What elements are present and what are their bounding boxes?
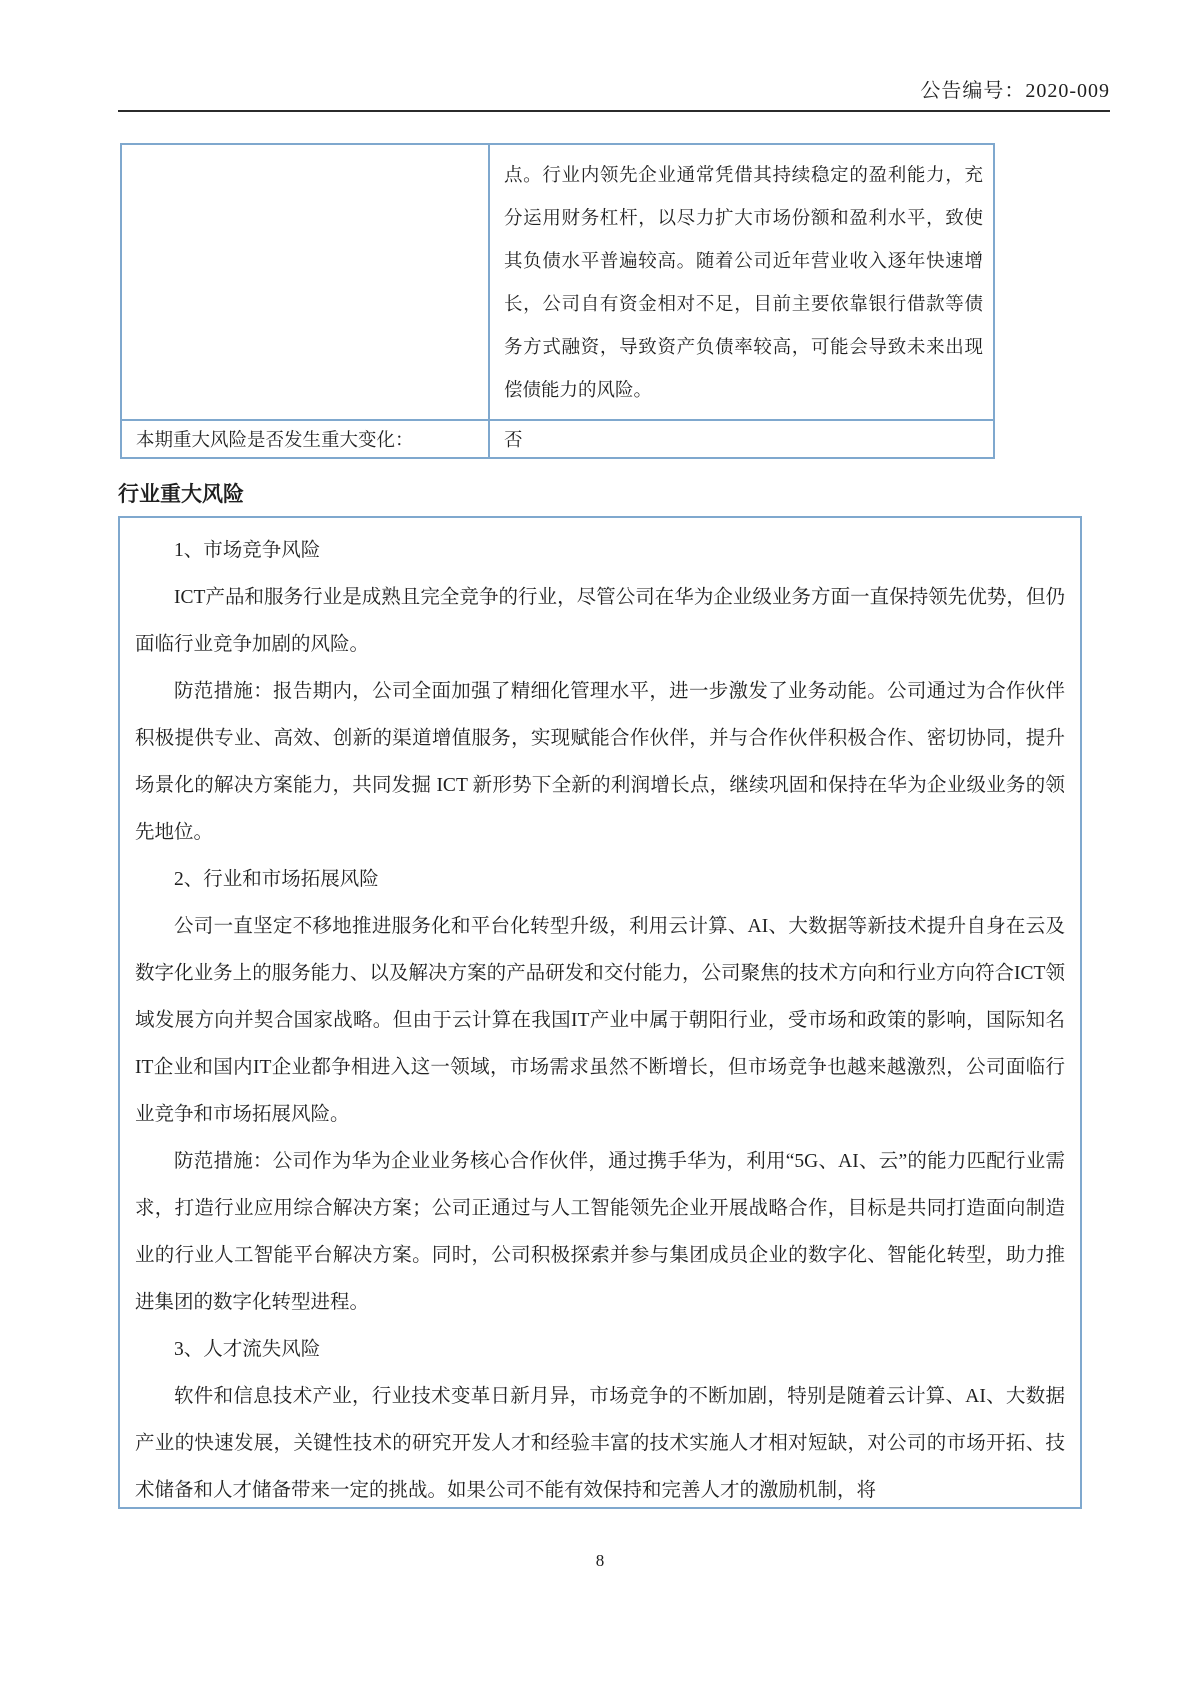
risk-item-2-title: 2、行业和市场拓展风险 bbox=[174, 869, 379, 890]
risk-item-3-description: 软件和信息技术产业，行业技术变革日新月异，市场竞争的不断加剧，特别是随着云计算、AI、大数据产业的快速发展，关键性技术的研究开发人才和经验丰富的技术实施人才相对短缺，对公司的市场开拓、技术储备和人才储备带来一定的挑战。如果公司不能有效保持和完善人才的激励机制，将 bbox=[135, 1386, 1065, 1501]
risk-item-2-description: 公司一直坚定不移地推进服务化和平台化转型升级，利用云计算、AI、大数据等新技术提升自身在云及数字化业务上的服务能力、以及解决方案的产品研发和交付能力，公司聚焦的技术方向和行业方向符合ICT领域发展方向并契合国家战略。但由于云计算在我国IT产业中属于朝阳行业，受市场和政策的影响，国际知名IT企业和国内IT企业都争相进入这一领域，市场需求虽然不断增长，但市场竞争也越来越激烈，公司面临行业竞争和市场拓展风险。 bbox=[135, 916, 1065, 1125]
table-row bbox=[121, 420, 994, 458]
risk-summary-table bbox=[120, 143, 995, 459]
table-row bbox=[121, 144, 994, 420]
risk-row1-label-cell bbox=[121, 144, 489, 420]
risk-item-3-title: 3、人才流失风险 bbox=[174, 1339, 321, 1360]
risk-item-1-measures: 防范措施：报告期内，公司全面加强了精细化管理水平，进一步激发了业务动能。公司通过为合作伙伴积极提供专业、高效、创新的渠道增值服务，实现赋能合作伙伴，并与合作伙伴积极合作、密切协同，提升场景化的解决方案能力，共同发掘 ICT 新形势下全新的利润增长点，继续巩固和保持在华为企业级业务的领先地位。 bbox=[135, 681, 1065, 843]
risk-change-answer-cell: 否 bbox=[489, 420, 994, 458]
risk-item-1-title: 1、市场竞争风险 bbox=[174, 540, 321, 561]
industry-risk-box bbox=[118, 516, 1082, 1509]
section-heading-industry-risk: 行业重大风险 bbox=[118, 482, 244, 506]
page-number: 8 bbox=[595, 1551, 605, 1570]
risk-row1-content-cell: 点。行业内领先企业通常凭借其持续稳定的盈利能力，充分运用财务杠杆，以尽力扩大市场份额和盈利水平，致使其负债水平普遍较高。随着公司近年营业收入逐年快速增长，公司自有资金相对不足，目前主要依靠银行借款等债务方式融资，导致资产负债率较高，可能会导致未来出现偿债能力的风险。 bbox=[489, 144, 994, 420]
risk-item-1-description: ICT产品和服务行业是成熟且完全竞争的行业，尽管公司在华为企业级业务方面一直保持领先优势，但仍面临行业竞争加剧的风险。 bbox=[135, 587, 1065, 655]
doc-number: 公告编号：2020-009 bbox=[920, 80, 1110, 102]
risk-change-question-cell: 本期重大风险是否发生重大变化： bbox=[121, 420, 489, 458]
risk-item-2-measures: 防范措施：公司作为华为企业业务核心合作伙伴，通过携手华为，利用“5G、AI、云”的能力匹配行业需求，打造行业应用综合解决方案；公司正通过与人工智能领先企业开展战略合作，目标是共同打造面向制造业的行业人工智能平台解决方案。同时，公司积极探索并参与集团成员企业的数字化、智能化转型，助力推进集团的数字化转型进程。 bbox=[135, 1151, 1065, 1313]
header-rule bbox=[118, 110, 1110, 112]
